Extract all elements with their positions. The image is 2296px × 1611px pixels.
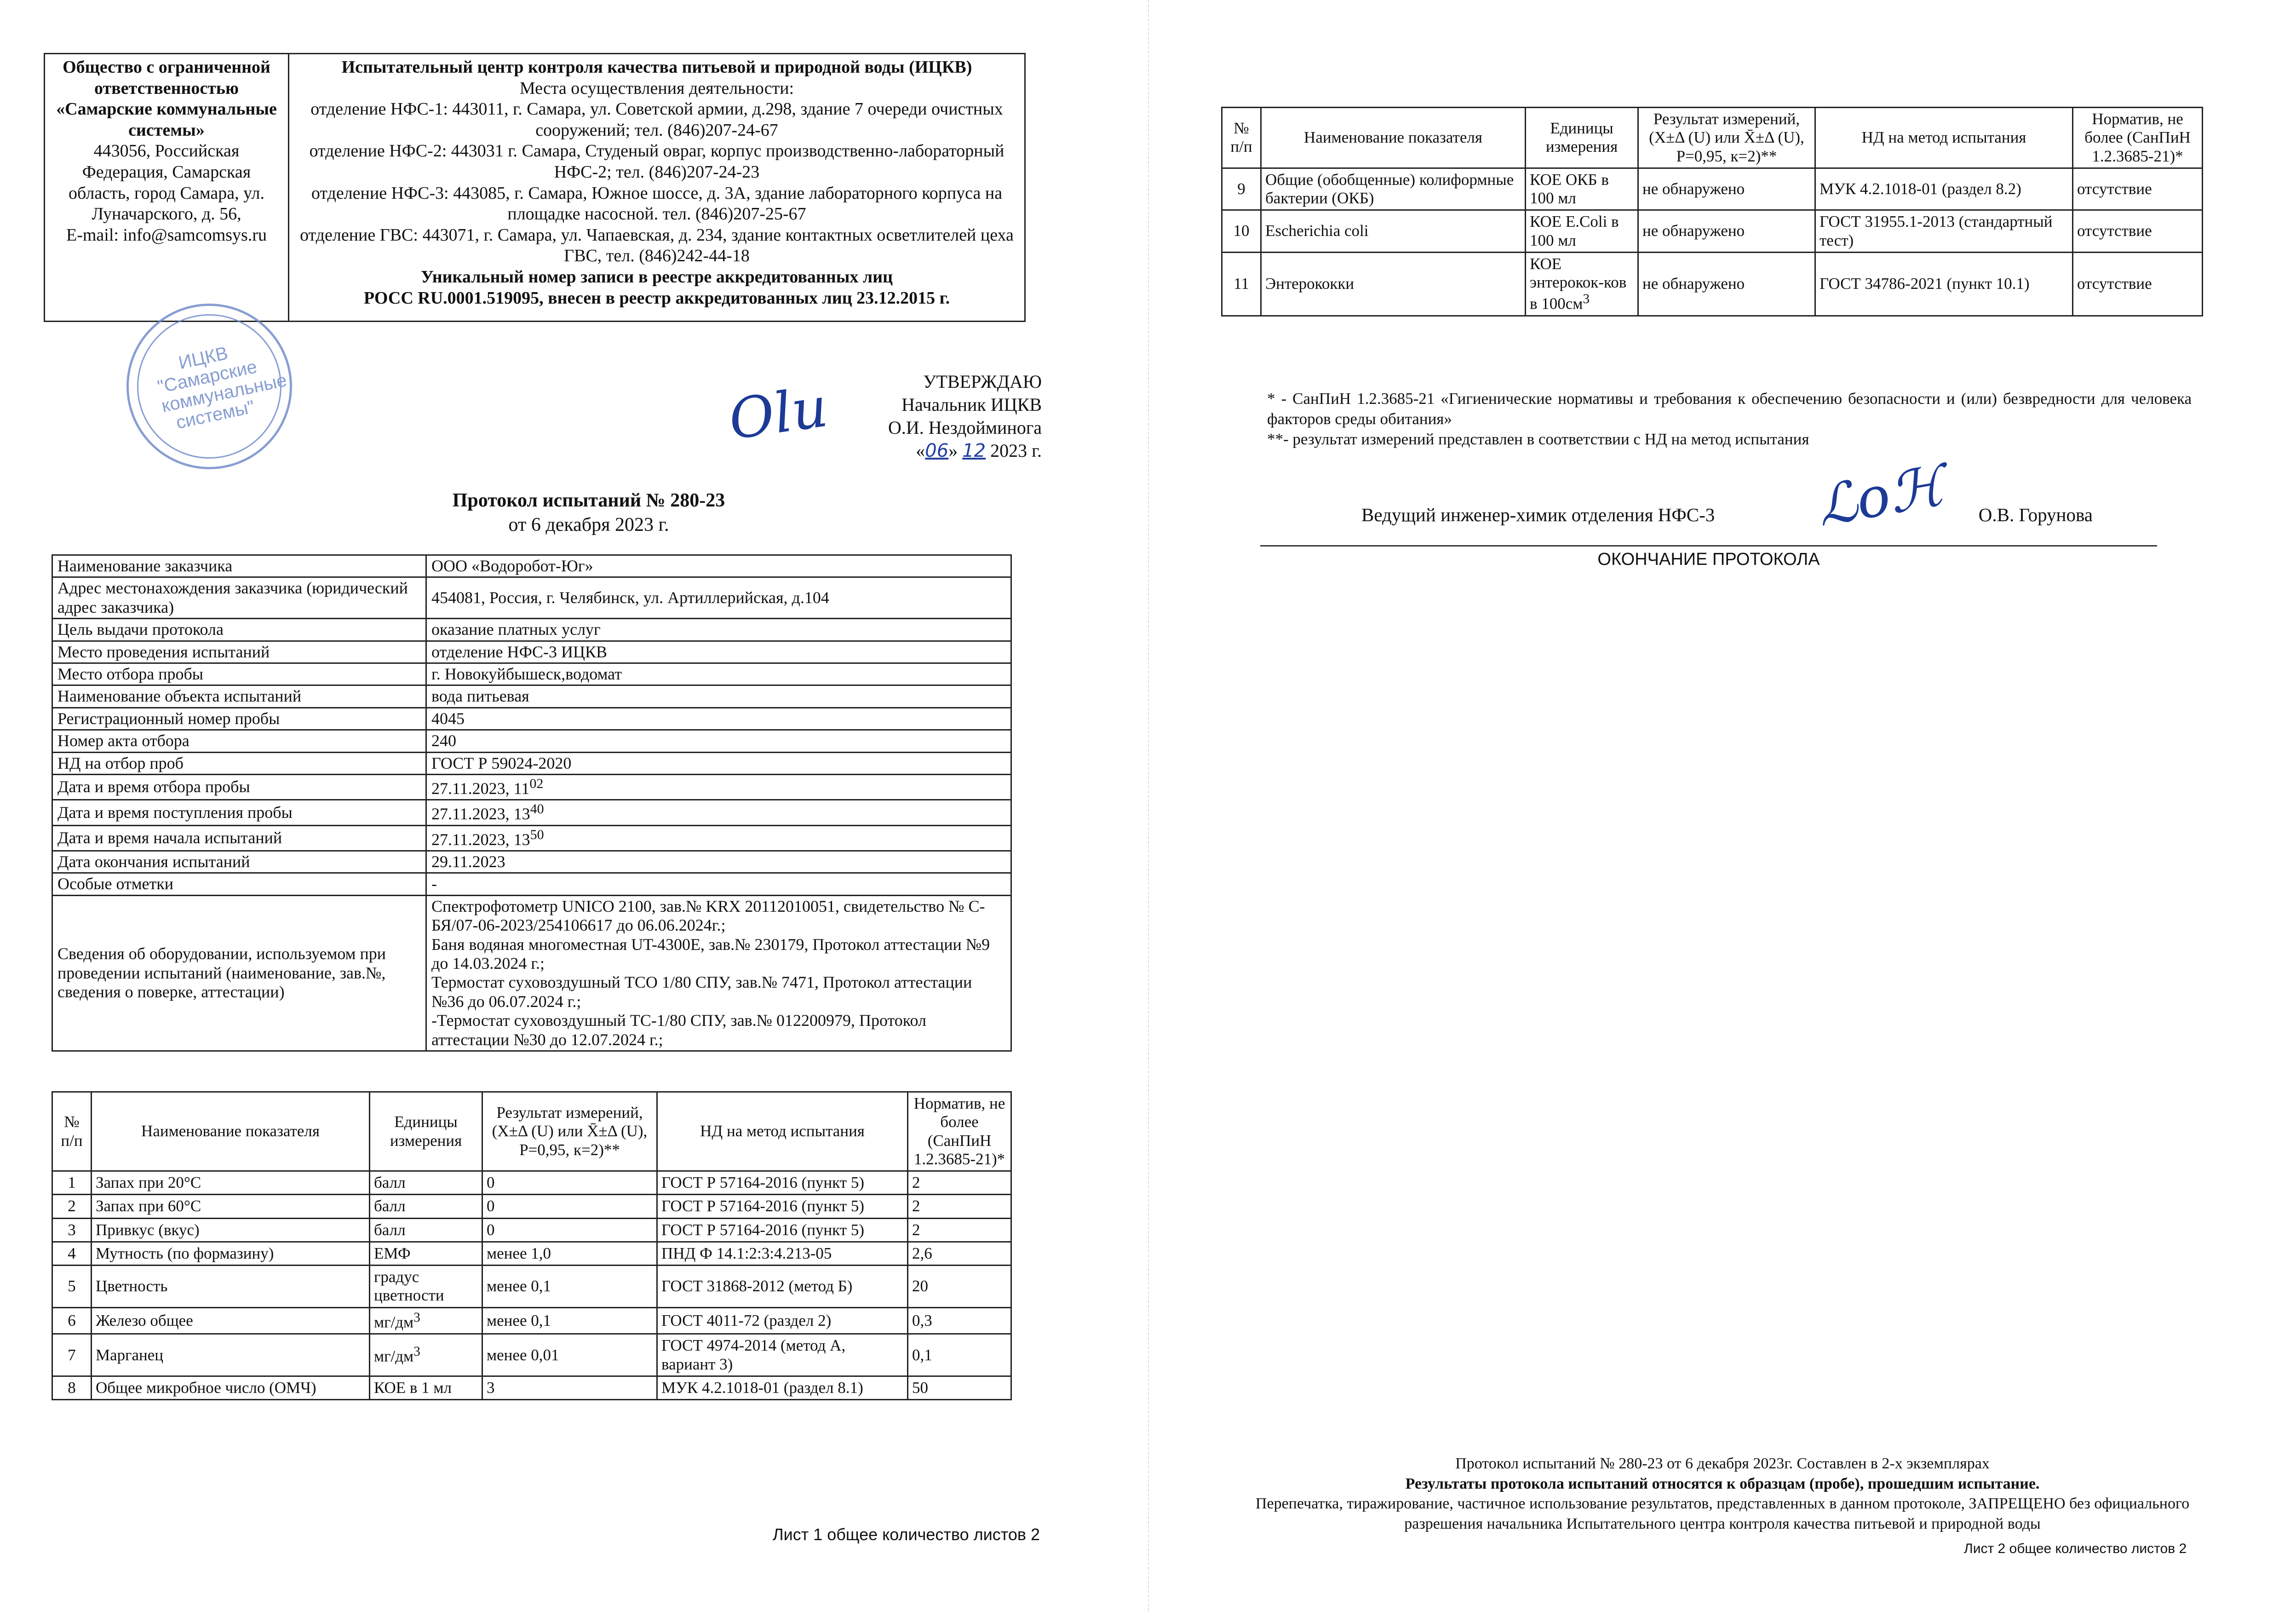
result-unit-text: балл: [374, 1197, 406, 1215]
result-name: Энтерококки: [1261, 252, 1526, 316]
registry-title: Уникальный номер записи в реестре аккредитованных лиц: [420, 267, 893, 287]
col-norm: Норматив, не более (СанПиН 1.2.3685-21)*: [2073, 108, 2203, 168]
info-row: [52, 708, 1011, 730]
result-name: Escherichia coli: [1261, 210, 1526, 253]
engineer-name: О.В. Горунова: [1978, 504, 2093, 525]
approval-year: 2023 г.: [990, 440, 1042, 461]
info-value-text: 27.11.2023, 13: [431, 830, 530, 849]
col-name: Наименование показателя: [1261, 108, 1526, 168]
result-row: [52, 1242, 1011, 1265]
director-signature: Оlu: [725, 375, 832, 453]
result-name: Железо общее: [92, 1307, 370, 1334]
info-value: [426, 873, 1011, 895]
result-value: 0: [482, 1218, 657, 1242]
result-num: 4: [52, 1242, 92, 1265]
result-unit: [370, 1307, 482, 1334]
col-norm: Норматив, не более (СанПиН 1.2.3685-21)*: [908, 1092, 1011, 1171]
info-key: Адрес местонахождения заказчика (юридический адрес заказчика): [52, 577, 426, 619]
footnotes: [1267, 389, 2192, 449]
info-value-time-minutes: 50: [530, 827, 544, 842]
equipment-line: Спектрофотометр UNICO 2100, зав.№ KRX 20112010051, свидетельство № С-БЯ/07-06-2023/254106617 до 06.06.2024г.;: [431, 897, 985, 935]
info-value: [426, 708, 1011, 730]
result-method: МУК 4.2.1018-01 (раздел 8.1): [657, 1376, 908, 1399]
results-table-page1: [52, 1091, 1012, 1400]
result-unit-text: мг/дм: [374, 1347, 414, 1365]
equipment-key: Сведения об оборудовании, используемом при проведении испытаний (наименование, зав.№, сведения о поверке, аттестации): [52, 895, 426, 1051]
result-method: МУК 4.2.1018-01 (раздел 8.2): [1815, 168, 2073, 210]
info-row: [52, 752, 1011, 774]
info-value-text: 454081, Россия, г. Челябинск, ул. Артиллерийская, д.104: [431, 588, 829, 607]
result-num: 1: [52, 1171, 92, 1195]
result-value: менее 0,01: [482, 1334, 657, 1376]
col-method: НД на метод испытания: [1815, 108, 2073, 168]
result-norm: 2: [908, 1195, 1011, 1218]
result-name: Цветность: [92, 1266, 370, 1308]
center-name: Испытательный центр контроля качества питьевой и природной воды (ИЦКВ): [341, 58, 972, 77]
info-key: Дата окончания испытаний: [52, 851, 426, 873]
result-name: Мутность (по формазину): [92, 1242, 370, 1265]
sample-info-table: [52, 554, 1012, 1052]
result-unit-text: балл: [374, 1220, 406, 1239]
info-value-time-minutes: 40: [530, 801, 544, 817]
result-name: Привкус (вкус): [92, 1218, 370, 1242]
result-value: не обнаружено: [1638, 210, 1815, 253]
result-method: ГОСТ 31955.1-2013 (стандартный тест): [1815, 210, 2073, 253]
result-value: менее 0,1: [482, 1266, 657, 1308]
footer-line3: Перепечатка, тиражирование, частичное использование результатов, представленных в данном протоколе, ЗАПРЕЩЕНО без официального разрешения начальника Испытательного центра контроля качества питьевой и природной воды: [1255, 1495, 2190, 1532]
info-value: [426, 555, 1011, 577]
result-method: ГОСТ Р 57164-2016 (пункт 5): [657, 1195, 908, 1218]
info-key: Наименование заказчика: [52, 555, 426, 577]
result-unit-text: КОЕ энтерокок-ков в 100см: [1530, 254, 1627, 313]
result-row: [1222, 168, 2203, 210]
info-row: [52, 663, 1011, 685]
result-unit-text: балл: [374, 1174, 406, 1191]
info-value: [426, 825, 1011, 851]
result-norm: отсутствие: [2073, 168, 2203, 210]
result-unit: [370, 1242, 482, 1265]
result-value: не обнаружено: [1638, 252, 1815, 316]
info-value: [426, 619, 1011, 641]
result-method: ГОСТ Р 57164-2016 (пункт 5): [657, 1218, 908, 1242]
result-num: 9: [1222, 168, 1261, 210]
end-of-protocol: ОКОНЧАНИЕ ПРОТОКОЛА: [1597, 550, 1820, 569]
result-row: [52, 1266, 1011, 1308]
info-row: [52, 555, 1011, 577]
result-num: 8: [52, 1376, 92, 1399]
stamp-text: ИЦКВ "Самарские коммунальные системы": [155, 343, 289, 433]
result-norm: 2: [908, 1171, 1011, 1195]
info-value-text: вода питьевая: [431, 687, 529, 706]
protocol-title-block: [290, 489, 888, 537]
equipment-value: [426, 895, 1011, 1051]
info-value-text: 27.11.2023, 11: [431, 779, 530, 798]
result-value: менее 1,0: [482, 1242, 657, 1265]
org-address: 443056, Российская Федерация, Самарская область, город Самара, ул. Луначарского, д. 56,: [69, 141, 264, 224]
info-row: [52, 825, 1011, 851]
result-row: [52, 1307, 1011, 1334]
col-num: № п/п: [1222, 108, 1261, 168]
info-key: Место проведения испытаний: [52, 641, 426, 663]
result-value: не обнаружено: [1638, 168, 1815, 210]
footnote-result: **- результат измерений представлен в соответствии с НД на метод испытания: [1267, 430, 1809, 448]
dept-nfs1: отделение НФС-1: 443011, г. Самара, ул. Советской армии, д.298, здание 7 очереди очистных сооружений; тел. (846)207-24-67: [310, 99, 1003, 140]
col-name: Наименование показателя: [92, 1092, 370, 1171]
sheet-number-2: Лист 2 общее количество листов 2: [1964, 1541, 2187, 1556]
info-value: [426, 774, 1011, 800]
info-key: Дата и время поступления пробы: [52, 800, 426, 825]
info-value: [426, 577, 1011, 619]
result-unit-power: 3: [413, 1310, 420, 1325]
info-row: [52, 851, 1011, 873]
info-value-text: 27.11.2023, 13: [431, 805, 530, 823]
equipment-line: Баня водяная многоместная UT-4300E, зав.№ 230179, Протокол аттестации №9 до 14.03.2024 г.;: [431, 935, 990, 973]
result-num: 5: [52, 1266, 92, 1308]
approval-word: УТВЕРЖДАЮ: [923, 371, 1042, 392]
info-value: [426, 851, 1011, 873]
info-key: НД на отбор проб: [52, 752, 426, 774]
result-row: [1222, 210, 2203, 253]
equipment-line: Термостат суховоздушный ТСО 1/80 СПУ, зав.№ 7471, Протокол аттестации №36 до 06.07.2024 г.;: [431, 973, 972, 1011]
info-value: [426, 752, 1011, 774]
approval-block: [800, 370, 1042, 462]
footer-line2: Результаты протокола испытаний относятся к образцам (пробе), прошедшим испытание.: [1405, 1475, 2040, 1492]
info-value-text: 240: [431, 731, 456, 750]
result-norm: отсутствие: [2073, 210, 2203, 253]
result-num: 10: [1222, 210, 1261, 253]
info-value-text: г. Новокуйбышеск,водомат: [431, 664, 622, 683]
result-num: 7: [52, 1334, 92, 1376]
result-method: ГОСТ 4974-2014 (метод А, вариант 3): [657, 1334, 908, 1376]
engineer-role: Ведущий инженер-химик отделения НФС-3: [1361, 504, 1715, 525]
footer-line1: Протокол испытаний № 280-23 от 6 декабря 2023г. Составлен в 2-х экземплярах: [1455, 1455, 1990, 1472]
places-title: Места осуществления деятельности:: [519, 78, 794, 98]
info-key: Дата и время начала испытаний: [52, 825, 426, 851]
info-value: [426, 685, 1011, 708]
result-norm: 50: [908, 1376, 1011, 1399]
info-row: [52, 577, 1011, 619]
col-unit: Единицы измерения: [1526, 108, 1638, 168]
org-cell: [45, 54, 289, 322]
result-value: менее 0,1: [482, 1307, 657, 1334]
info-value: [426, 641, 1011, 663]
result-name: Общее микробное число (ОМЧ): [92, 1376, 370, 1399]
result-num: 2: [52, 1195, 92, 1218]
approval-name: О.И. Нездойминога: [888, 417, 1042, 438]
approval-position: Начальник ИЦКВ: [901, 394, 1042, 415]
dept-gvs: отделение ГВС: 443071, г. Самара, ул. Чапаевская, д. 234, здание контактных осветлителей цеха ГВС, тел. (846)242-44-18: [300, 225, 1014, 266]
info-row: [52, 800, 1011, 825]
result-num: 11: [1222, 252, 1261, 316]
col-num: № п/п: [52, 1092, 92, 1171]
result-norm: 20: [908, 1266, 1011, 1308]
result-name: Запах при 60°С: [92, 1195, 370, 1218]
result-row: [52, 1171, 1011, 1195]
col-result: Результат измерений, (X±Δ (U) или X̄±Δ (U), P=0,95, к=2)**: [482, 1092, 657, 1171]
info-value-text: ООО «Водоробот-Юг»: [431, 557, 593, 575]
result-unit-text: мг/дм: [374, 1313, 414, 1331]
result-value: 3: [482, 1376, 657, 1399]
info-key: Регистрационный номер пробы: [52, 708, 426, 730]
registry-number: РОСС RU.0001.519095, внесен в реестр аккредитованных лиц 23.12.2015 г.: [363, 288, 950, 308]
org-name: Общество с ограниченной ответственностью «Самарские коммунальные системы»: [56, 58, 277, 140]
result-norm: 0,1: [908, 1334, 1011, 1376]
result-norm: 0,3: [908, 1307, 1011, 1334]
result-method: ПНД Ф 14.1:2:3:4.213-05: [657, 1242, 908, 1265]
page2-footer: [1251, 1454, 2194, 1534]
result-method: ГОСТ 31868-2012 (метод Б): [657, 1266, 908, 1308]
result-unit: [370, 1171, 482, 1195]
result-method: ГОСТ 4011-72 (раздел 2): [657, 1307, 908, 1334]
result-unit-power: 3: [1583, 292, 1590, 307]
info-value-text: оказание платных услуг: [431, 620, 601, 639]
sheet-number-1: Лист 1 общее количество листов 2: [773, 1525, 1040, 1544]
result-unit: [370, 1218, 482, 1242]
result-value: 0: [482, 1195, 657, 1218]
result-unit: [1526, 252, 1638, 316]
result-unit-power: 3: [413, 1344, 420, 1359]
result-unit: [370, 1266, 482, 1308]
info-value-text: ГОСТ Р 59024-2020: [431, 754, 572, 772]
info-value: [426, 730, 1011, 752]
result-row: [52, 1334, 1011, 1376]
info-row: [52, 873, 1011, 895]
result-name: Общие (обобщенные) колиформные бактерии (ОКБ): [1261, 168, 1526, 210]
info-value-text: -: [431, 875, 437, 893]
organization-stamp: [126, 304, 292, 469]
protocol-title: Протокол испытаний № 280-23: [452, 490, 725, 511]
result-norm: отсутствие: [2073, 252, 2203, 316]
approval-day: 06: [925, 440, 949, 461]
result-norm: 2,6: [908, 1242, 1011, 1265]
dept-nfs3: отделение НФС-3: 443085, г. Самара, Южное шоссе, д. 3А, здание лабораторного корпуса на площадке насосной. тел. (846)207-25-67: [311, 183, 1003, 224]
info-key: Особые отметки: [52, 873, 426, 895]
result-value: 0: [482, 1171, 657, 1195]
result-unit: [370, 1334, 482, 1376]
result-num: 6: [52, 1307, 92, 1334]
equipment-row: [52, 895, 1011, 1051]
dept-nfs2: отделение НФС-2: 443031 г. Самара, Студеный овраг, корпус производственно-лабораторный НФС-2; тел. (846)207-24-23: [309, 141, 1004, 182]
result-row: [52, 1218, 1011, 1242]
info-key: Дата и время отбора пробы: [52, 774, 426, 800]
info-key: Цель выдачи протокола: [52, 619, 426, 641]
result-norm: 2: [908, 1218, 1011, 1242]
result-num: 3: [52, 1218, 92, 1242]
equipment-line: -Термостат суховоздушный ТС-1/80 СПУ, зав.№ 012200979, Протокол аттестации №30 до 12.07.2024 г.;: [431, 1011, 926, 1049]
protocol-date: от 6 декабря 2023 г.: [508, 514, 669, 535]
info-row: [52, 774, 1011, 800]
result-method: ГОСТ 34786-2021 (пункт 10.1): [1815, 252, 2073, 316]
approval-month: 12: [962, 440, 986, 461]
end-rule: [1260, 545, 2157, 547]
result-row: [1222, 252, 2203, 316]
info-key: Наименование объекта испытаний: [52, 685, 426, 708]
page-divider: [1148, 0, 1149, 1611]
info-row: [52, 641, 1011, 663]
result-unit: [370, 1376, 482, 1399]
col-method: НД на метод испытания: [657, 1092, 908, 1171]
info-value-text: 29.11.2023: [431, 852, 505, 871]
result-row: [52, 1195, 1011, 1218]
result-unit-text: КОЕ в 1 мл: [374, 1378, 452, 1397]
approval-date: «06» 12 2023 г.: [916, 440, 1042, 461]
center-cell: [289, 54, 1025, 322]
result-unit-text: ЕМФ: [374, 1244, 411, 1262]
info-value: [426, 800, 1011, 825]
result-unit: [1526, 210, 1638, 253]
result-name: Запах при 20°С: [92, 1171, 370, 1195]
col-unit: Единицы измерения: [370, 1092, 482, 1171]
info-value-time-minutes: 02: [529, 776, 544, 791]
info-row: [52, 685, 1011, 708]
info-value: [426, 663, 1011, 685]
info-row: [52, 619, 1011, 641]
info-value-text: отделение НФС-3 ИЦКВ: [431, 642, 607, 661]
info-value-text: 4045: [431, 709, 465, 728]
info-key: Место отбора пробы: [52, 663, 426, 685]
result-method: ГОСТ Р 57164-2016 (пункт 5): [657, 1171, 908, 1195]
col-result: Результат измерений, (X±Δ (U) или X̄±Δ (U), P=0,95, к=2)**: [1638, 108, 1815, 168]
info-key: Номер акта отбора: [52, 730, 426, 752]
org-email: E-mail: info@samcomsys.ru: [66, 225, 267, 245]
result-unit: [1526, 168, 1638, 210]
result-unit-text: КОЕ E.Coli в 100 мл: [1530, 213, 1619, 249]
engineer-signature: ℒoℋ: [1812, 454, 1949, 540]
info-row: [52, 730, 1011, 752]
results-table-page2: [1221, 107, 2203, 316]
result-name: Марганец: [92, 1334, 370, 1376]
result-unit-text: КОЕ ОКБ в 100 мл: [1530, 170, 1609, 207]
result-row: [52, 1376, 1011, 1399]
letterhead-table: [44, 53, 1026, 322]
result-unit: [370, 1195, 482, 1218]
result-unit-text: градус цветности: [374, 1268, 444, 1305]
footnote-sanpin: * - СанПиН 1.2.3685-21 «Гигиенические нормативы и требования к обеспечению безопасности и (или) безвредности для человека факторов среды обитания»: [1267, 390, 2192, 428]
